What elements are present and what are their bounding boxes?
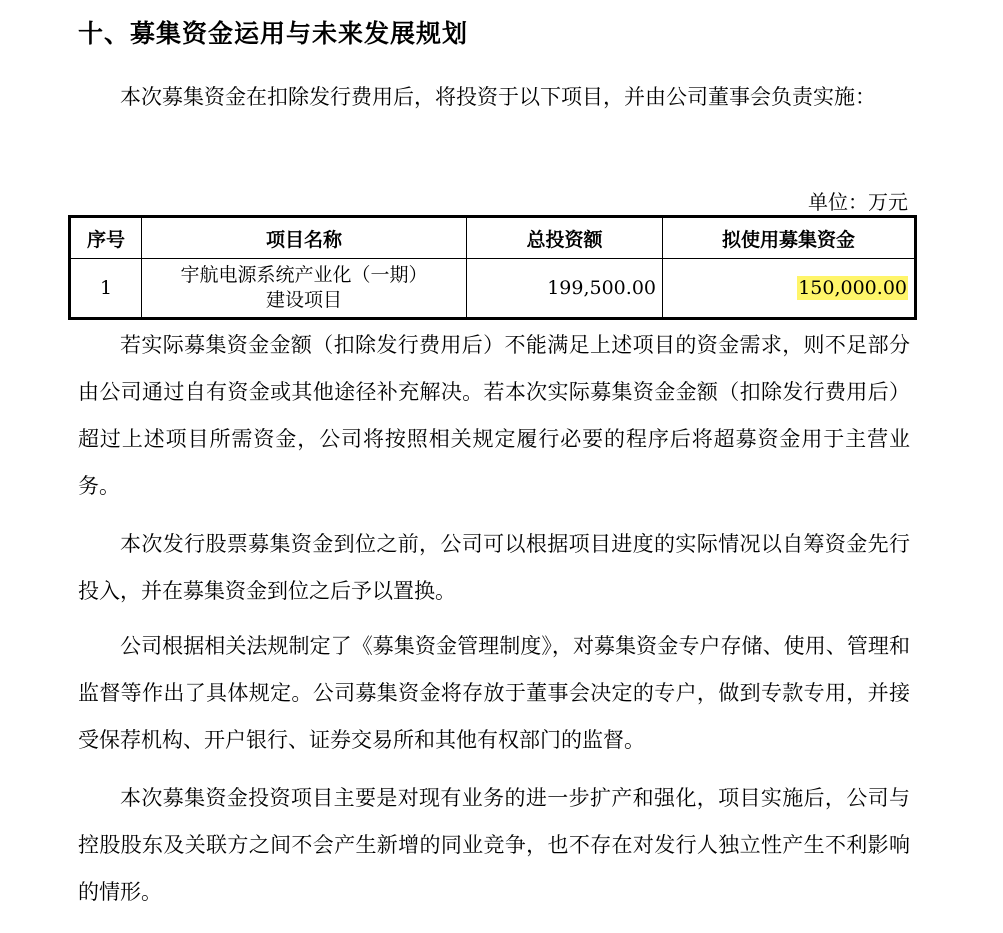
cell-raised-funds (663, 259, 916, 319)
highlighted-raised-funds: 150,000.00 (798, 277, 907, 299)
paragraph-shortfall: 若实际募集资金金额（扣除发行费用后）不能满足上述项目的资金需求，则不足部分由公司通过自有资金或其他途径补充解决。若本次实际募集资金金额（扣除发行费用后）超过上述项目所需资金，公司将按照相关规定履行必要的程序后将超募资金用于主营业务。 (78, 333, 910, 498)
paragraph-no-competition: 本次募集资金投资项目主要是对现有业务的进一步扩产和强化，项目实施后，公司与控股股东及关联方之间不会产生新增的同业竞争，也不存在对发行人独立性产生不利影响的情形。 (78, 786, 910, 904)
cell-total-investment: 199,500.00 (467, 259, 663, 319)
project-name-line-1: 宇航电源系统产业化（一期） (180, 264, 428, 286)
header-total-investment: 总投资额 (467, 217, 663, 259)
header-serial: 序号 (70, 217, 142, 259)
header-raised-funds: 拟使用募集资金 (663, 217, 916, 259)
header-project-name: 项目名称 (142, 217, 467, 259)
table-header-row (70, 217, 916, 259)
intro-paragraph: 本次募集资金在扣除发行费用后，将投资于以下项目，并由公司董事会负责实施： (120, 85, 876, 109)
section-heading: 十、募集资金运用与未来发展规划 (78, 19, 469, 48)
cell-serial: 1 (70, 259, 142, 319)
table-unit-label: 单位：万元 (808, 190, 908, 214)
table-row (70, 259, 916, 319)
fund-usage-table (68, 215, 917, 320)
paragraph-fund-management: 公司根据相关法规制定了《募集资金管理制度》，对募集资金专户存储、使用、管理和监督等作出了具体规定。公司募集资金将存放于董事会决定的专户，做到专款专用，并接受保荐机构、开户银行、证券交易所和其他有权部门的监督。 (78, 634, 910, 752)
paragraph-advance-funding: 本次发行股票募集资金到位之前，公司可以根据项目进度的实际情况以自筹资金先行投入，并在募集资金到位之后予以置换。 (78, 532, 910, 603)
cell-project-name (142, 259, 467, 319)
project-name-line-2: 建设项目 (265, 289, 342, 311)
